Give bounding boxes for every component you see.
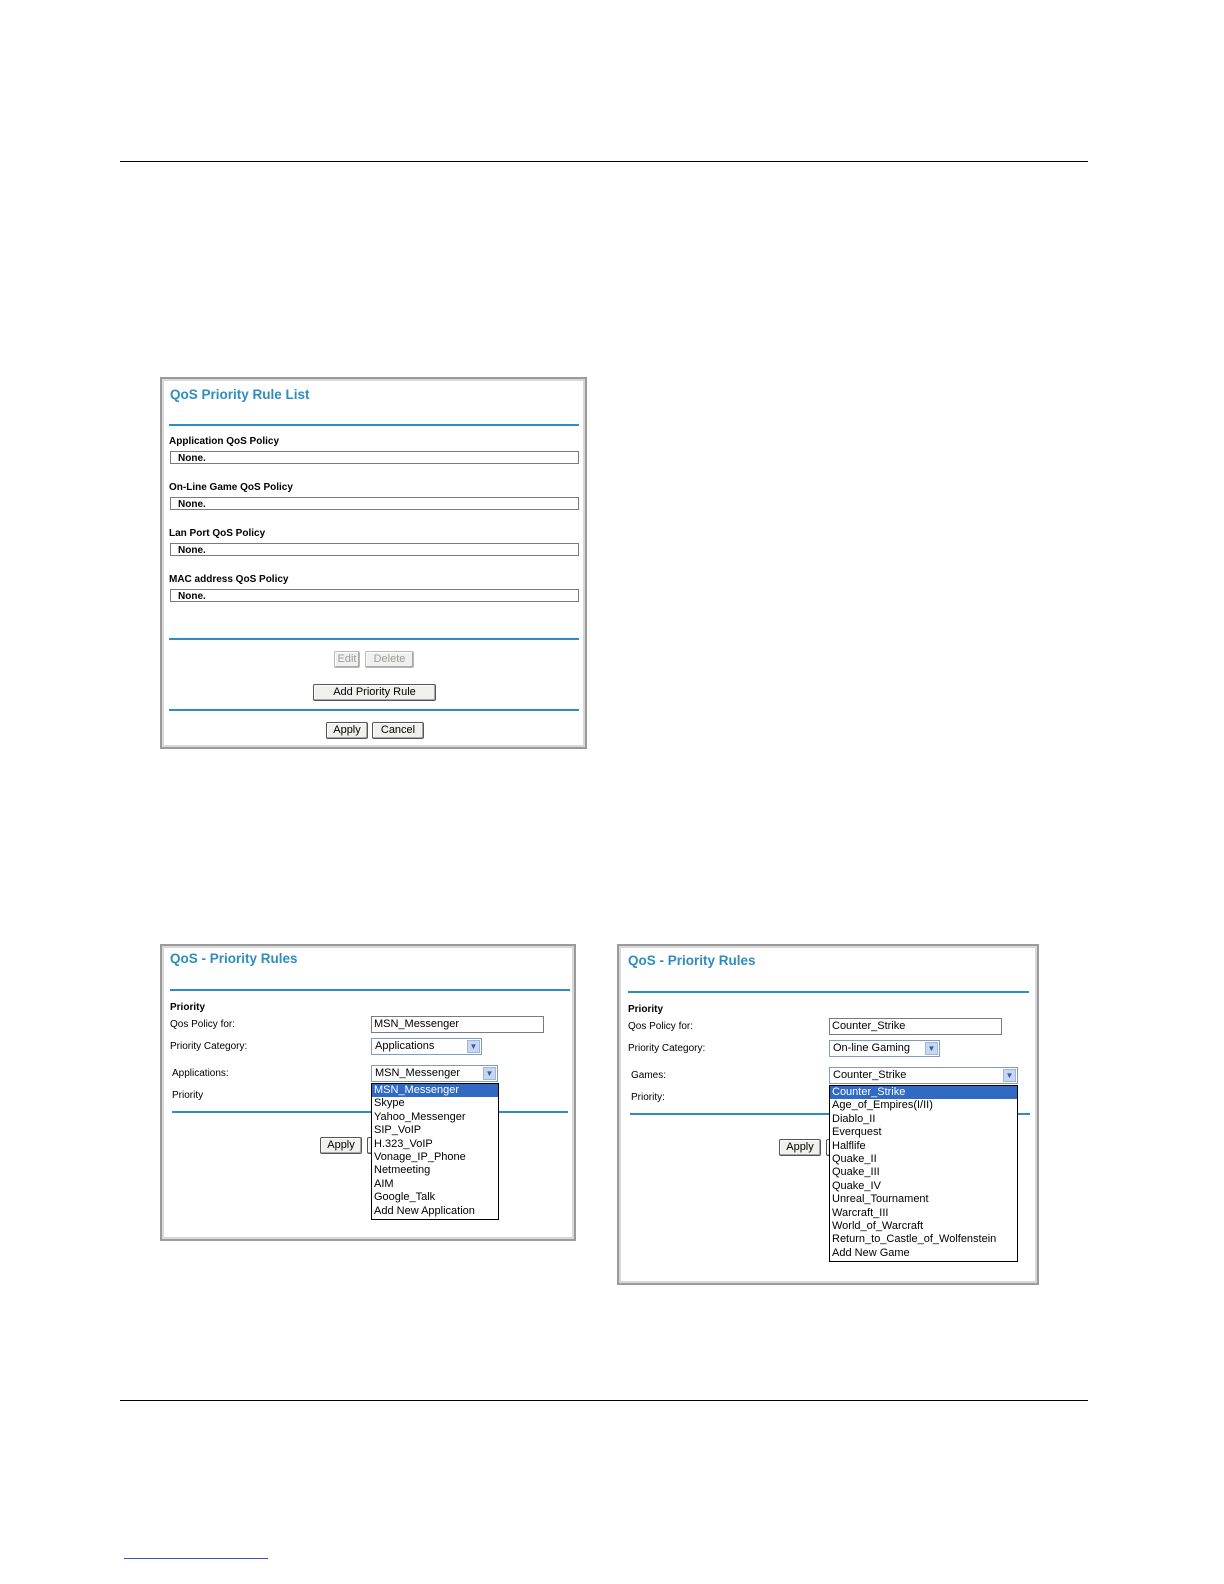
- apply-button[interactable]: Apply: [320, 1137, 362, 1154]
- chevron-down-icon[interactable]: ▼: [467, 1040, 480, 1053]
- dropdown-option[interactable]: Age_of_Empires(I/II): [832, 1099, 933, 1112]
- dropdown-option[interactable]: Quake_IV: [832, 1179, 881, 1192]
- dropdown-option[interactable]: Warcraft_III: [832, 1206, 889, 1219]
- dropdown-option[interactable]: Halflife: [832, 1139, 866, 1152]
- priority-category-select[interactable]: [371, 1038, 482, 1055]
- apply-button[interactable]: Apply: [779, 1139, 821, 1156]
- add-priority-rule-button[interactable]: Add Priority Rule: [313, 684, 436, 701]
- dropdown-option[interactable]: Quake_III: [832, 1166, 880, 1179]
- applications-label: Applications:: [172, 1068, 229, 1079]
- dropdown-option[interactable]: Unreal_Tournament: [832, 1193, 929, 1206]
- top-rule: [120, 161, 1088, 162]
- priority-category-select[interactable]: [829, 1040, 940, 1057]
- dropdown-option[interactable]: SIP_VoIP: [374, 1124, 422, 1137]
- title-rule: [170, 989, 570, 991]
- form-bottom-rule: [172, 1111, 568, 1113]
- qos-policy-for-label: Qos Policy for:: [170, 1019, 236, 1030]
- panel-title: QoS - Priority Rules: [628, 953, 756, 968]
- applications-dropdown-list: [371, 1083, 499, 1220]
- title-rule: [169, 424, 579, 426]
- online-game-qos-policy-list[interactable]: None.: [170, 497, 579, 510]
- applications-select[interactable]: [371, 1065, 498, 1082]
- priority-label: Priority: [172, 1090, 204, 1101]
- dropdown-option[interactable]: MSN_Messenger: [372, 1084, 498, 1097]
- dropdown-option[interactable]: AIM: [374, 1177, 394, 1190]
- apply-button[interactable]: Apply: [326, 722, 368, 739]
- qos-policy-for-label: Qos Policy for:: [628, 1021, 694, 1032]
- priority-category-label: Priority Category:: [170, 1041, 248, 1052]
- priority-heading: Priority: [170, 1002, 206, 1013]
- bottom-rule: [120, 1400, 1088, 1401]
- applications-value: MSN_Messenger: [375, 1067, 460, 1079]
- panel-title: QoS - Priority Rules: [170, 951, 298, 966]
- edit-button[interactable]: Edit: [334, 651, 360, 668]
- qos-priority-rules-games-panel: [617, 944, 1039, 1285]
- chevron-down-icon[interactable]: ▼: [483, 1067, 496, 1080]
- dropdown-option[interactable]: Skype: [374, 1097, 405, 1110]
- games-value: Counter_Strike: [833, 1069, 907, 1081]
- priority-category-label: Priority Category:: [628, 1043, 706, 1054]
- dropdown-option[interactable]: Google_Talk: [374, 1191, 436, 1204]
- qos-priority-rules-applications-panel: [160, 944, 576, 1241]
- priority-heading: Priority: [628, 1004, 664, 1015]
- dropdown-option[interactable]: Everquest: [832, 1126, 882, 1139]
- lan-port-qos-policy-label: Lan Port QoS Policy: [169, 528, 266, 539]
- qos-policy-for-input[interactable]: Counter_Strike: [829, 1018, 1002, 1035]
- dropdown-option[interactable]: H.323_VoIP: [374, 1137, 433, 1150]
- games-select[interactable]: [829, 1067, 1018, 1084]
- qos-policy-for-input[interactable]: MSN_Messenger: [371, 1016, 544, 1033]
- qos-priority-rule-list-panel: [160, 377, 587, 749]
- games-label: Games:: [631, 1070, 667, 1081]
- priority-category-value: On-line Gaming: [833, 1042, 911, 1054]
- dropdown-option[interactable]: Return_to_Castle_of_Wolfenstein: [832, 1233, 997, 1246]
- games-dropdown-list: [829, 1085, 1018, 1262]
- mac-address-qos-policy-list[interactable]: None.: [170, 589, 579, 602]
- title-rule: [628, 991, 1029, 993]
- buttons-rule: [169, 709, 579, 711]
- application-qos-policy-label: Application QoS Policy: [169, 436, 280, 447]
- dropdown-option[interactable]: World_of_Warcraft: [832, 1219, 924, 1232]
- chevron-down-icon[interactable]: ▼: [1003, 1069, 1016, 1082]
- priority-label: Priority:: [631, 1092, 665, 1103]
- chevron-down-icon[interactable]: ▼: [925, 1042, 938, 1055]
- lan-port-qos-policy-list[interactable]: None.: [170, 543, 579, 556]
- list-bottom-rule: [169, 638, 579, 640]
- dropdown-option[interactable]: Add New Application: [374, 1204, 475, 1217]
- dropdown-option[interactable]: Vonage_IP_Phone: [374, 1150, 466, 1163]
- application-qos-policy-list[interactable]: None.: [170, 451, 579, 464]
- panel-title: QoS Priority Rule List: [170, 387, 310, 402]
- dropdown-option[interactable]: Netmeeting: [374, 1164, 431, 1177]
- delete-button[interactable]: Delete: [365, 651, 414, 668]
- cancel-button[interactable]: Cancel: [372, 722, 424, 739]
- dropdown-option[interactable]: Diablo_II: [832, 1112, 876, 1125]
- mac-address-qos-policy-label: MAC address QoS Policy: [169, 574, 289, 585]
- dropdown-option[interactable]: Add New Game: [832, 1246, 910, 1259]
- dropdown-option[interactable]: Quake_II: [832, 1152, 877, 1165]
- footer-link-underline[interactable]: [124, 1558, 268, 1559]
- online-game-qos-policy-label: On-Line Game QoS Policy: [169, 482, 293, 493]
- dropdown-option[interactable]: Yahoo_Messenger: [374, 1110, 466, 1123]
- priority-category-value: Applications: [375, 1040, 435, 1052]
- dropdown-option[interactable]: Counter_Strike: [830, 1086, 1017, 1099]
